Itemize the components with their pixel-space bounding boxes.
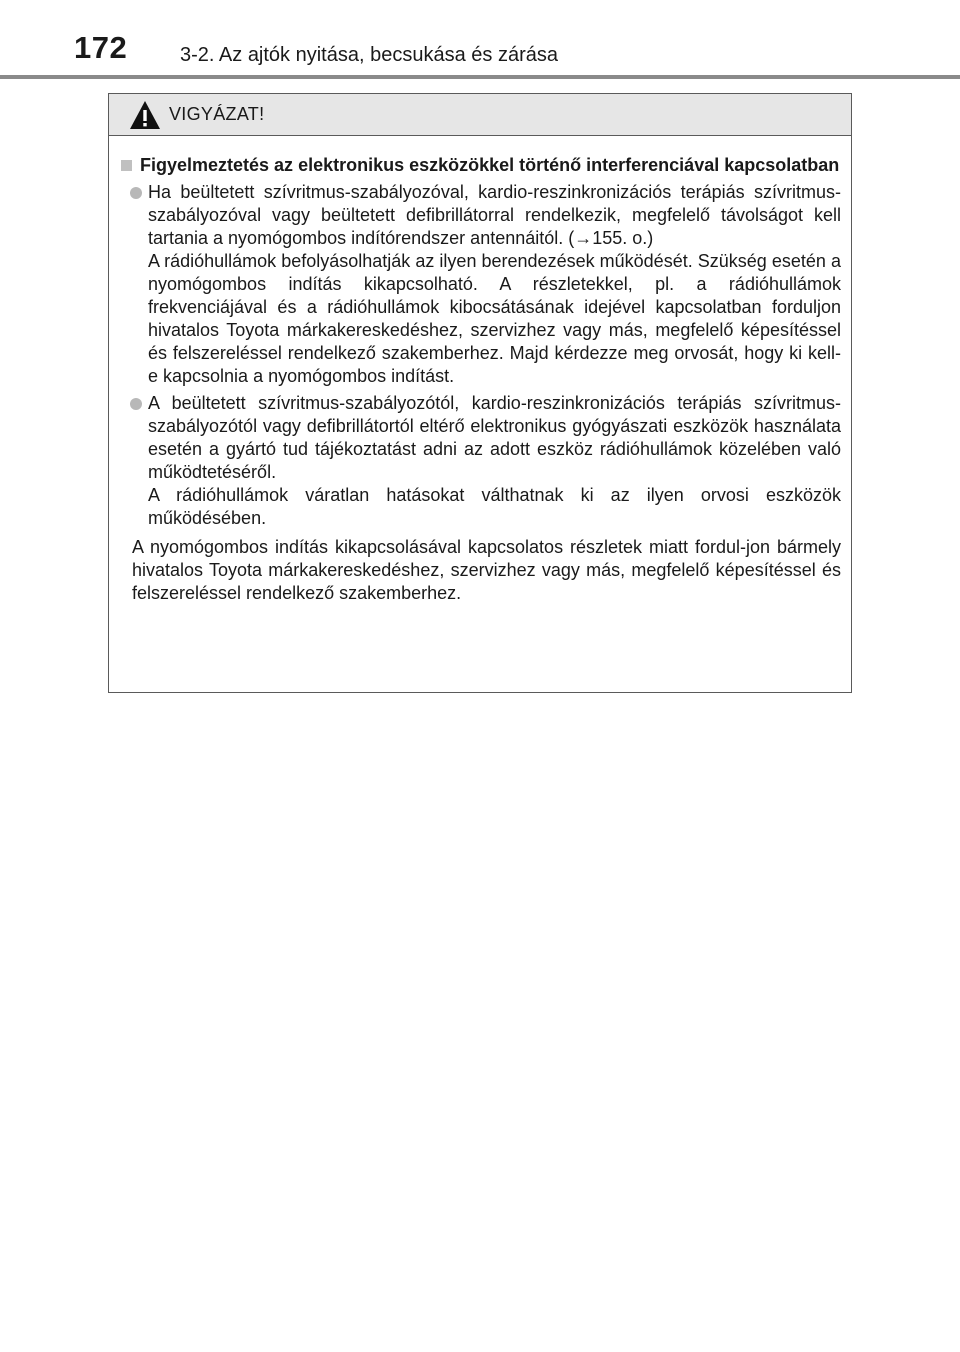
warning-heading	[121, 154, 841, 177]
heading-text: Figyelmeztetés az elektronikus eszközökkel történő interferenciával kapcsolatban	[140, 155, 840, 175]
page-number: 172	[74, 30, 128, 65]
square-bullet	[121, 160, 132, 171]
warning-box	[108, 93, 852, 693]
bullet-dot	[130, 187, 142, 199]
warning-triangle-icon	[129, 100, 161, 130]
list-item	[130, 181, 841, 388]
footer-paragraph: A nyomógombos indítás kikapcsolásával kapcsolatos részletek miatt fordul-jon bármely hivatalos Toyota márkakereskedéshez, szervizhez vagy más, megfelelő képesítéssel és felszereléssel rendelkező szakemberhez.	[132, 537, 841, 603]
warning-body	[109, 136, 851, 605]
bullet-paragraph: A beültetett szívritmus-szabályozótól, kardio-reszinkronizációs terápiás szívritmus-szabályozótól vagy defibrillátortól eltérő elektronikus gyógyászati eszközök használata esetén a gyártó tud tájékoztatást adni az adott eszköz rádióhullámok közelében való működtetéséről.	[148, 393, 841, 482]
section-title: 3-2. Az ajtók nyitása, becsukása és zárása	[180, 44, 558, 66]
list-item	[130, 392, 841, 530]
bullet-dot	[130, 398, 142, 410]
bullet-paragraph: A rádióhullámok befolyásolhatják az ilyen berendezések működését. Szükség esetén a nyomógombos indítás kikapcsolható. A részletekkel, pl. a rádióhullámok frekvenciájával és a rádióhullámok kibocsátásának idejével kapcsolatban forduljon hivatalos Toyota márkakereskedéshez, szervizhez vagy más, megfelelő képesítéssel és felszereléssel rendelkező szakemberhez. Majd kérdezze meg orvosát, hogy ki kell-e kapcsolnia a nyomógombos indítást.	[148, 251, 841, 386]
warning-title: VIGYÁZAT!	[169, 104, 265, 124]
bullet-text	[148, 392, 841, 530]
bullet-text	[148, 181, 841, 388]
header-rule	[0, 75, 960, 79]
bullet-paragraph: Ha beültetett szívritmus-szabályozóval, kardio-reszinkronizációs terápiás szívritmus-szabályozóval vagy beültetett defibrillátorral rendelkezik, megfelelő távolságot kell tartania a nyomógombos indítórendszer antennáitól. (→155. o.)	[148, 182, 841, 248]
bullet-paragraph: A rádióhullámok váratlan hatásokat válthatnak ki az ilyen orvosi eszközök működésében.	[148, 485, 841, 528]
warning-header	[109, 94, 851, 136]
